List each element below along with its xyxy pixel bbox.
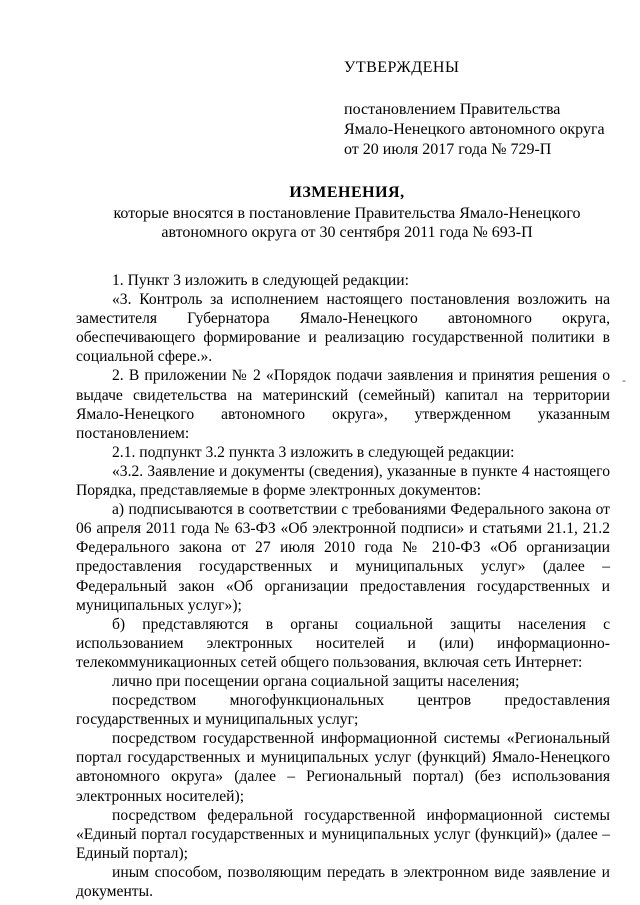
approval-title: УТВЕРЖДЕНЫ [344,59,460,76]
paragraph: иным способом, позволяющим передать в электронном виде заявление и документы. [76,863,610,900]
approval-line: постановлением Правительства [344,101,561,118]
margin-mark: - [622,373,626,387]
approval-block [344,58,605,160]
paragraph: а) подписываются в соответствии с требованиями Федерального закона от 06 апреля 2011 года № 63-ФЗ «Об электронной подписи» и статьями 21.1, 21.2 Федерального закона от 27 июля 2010 года № 210-ФЗ «Об организации предоставления государственных и муниципальных услуг» (далее – Федеральный закон «Об организации предоставления государственных и муниципальных услуг»); [76,501,610,614]
paragraph: 1. Пункт 3 изложить в следующей редакции: [112,272,409,289]
paragraph: лично при посещении органа социальной защиты населения; [112,672,520,690]
document-body [76,271,610,901]
paragraph: «3. Контроль за исполнением настоящего постановления возложить на заместителя Губернатора Ямало-Ненецкого автономного округа, обеспечивающего формирование и реализацию государственной политики в социальной сфере.». [76,291,610,366]
document-title: ИЗМЕНЕНИЯ, [289,184,405,201]
paragraph: 2.1. подпункт 3.2 пункта 3 изложить в следующей редакции: [112,443,515,461]
paragraph: посредством государственной информационной системы «Региональный портал государственных и муниципальных услуг (функций) Ямало-Ненецкого автономного округа» (далее – Региональный портал) (без использования электронных носителей); [76,730,610,805]
approval-lines [344,100,605,160]
paragraph: б) представляются в органы социальной защиты населения с использованием электронных носителей и (или) информационно-телекоммуникационных сетей общего пользования, включая сеть Интернет: [76,615,610,671]
paragraph: посредством многофункциональных центров предоставления государственных и муниципальных услуг; [76,692,610,729]
paragraph: 2. В приложении № 2 «Порядок подачи заявления и принятия решения о выдаче свидетельства на материнский (семейный) капитал на территории Ямало-Ненецкого автономного округа», утвержденном указанным постановлением: [76,367,610,442]
approval-line: Ямало-Ненецкого автономного округа [344,121,605,138]
document-heading [76,183,618,242]
approval-line: от 20 июля 2017 года № 729-П [344,141,552,158]
paragraph: посредством федеральной государственной информационной системы «Единый портал государственных и муниципальных услуг (функций)» (далее – Единый портал); [76,806,610,862]
paragraph: «3.2. Заявление и документы (сведения), указанные в пункте 4 настоящего Порядка, представляемые в форме электронных документов: [76,462,610,500]
document-subtitle: которые вносятся в постановление Правительства Ямало-Ненецкого автономного округа от 30 сентября 2011 года № 693-П [113,205,581,241]
